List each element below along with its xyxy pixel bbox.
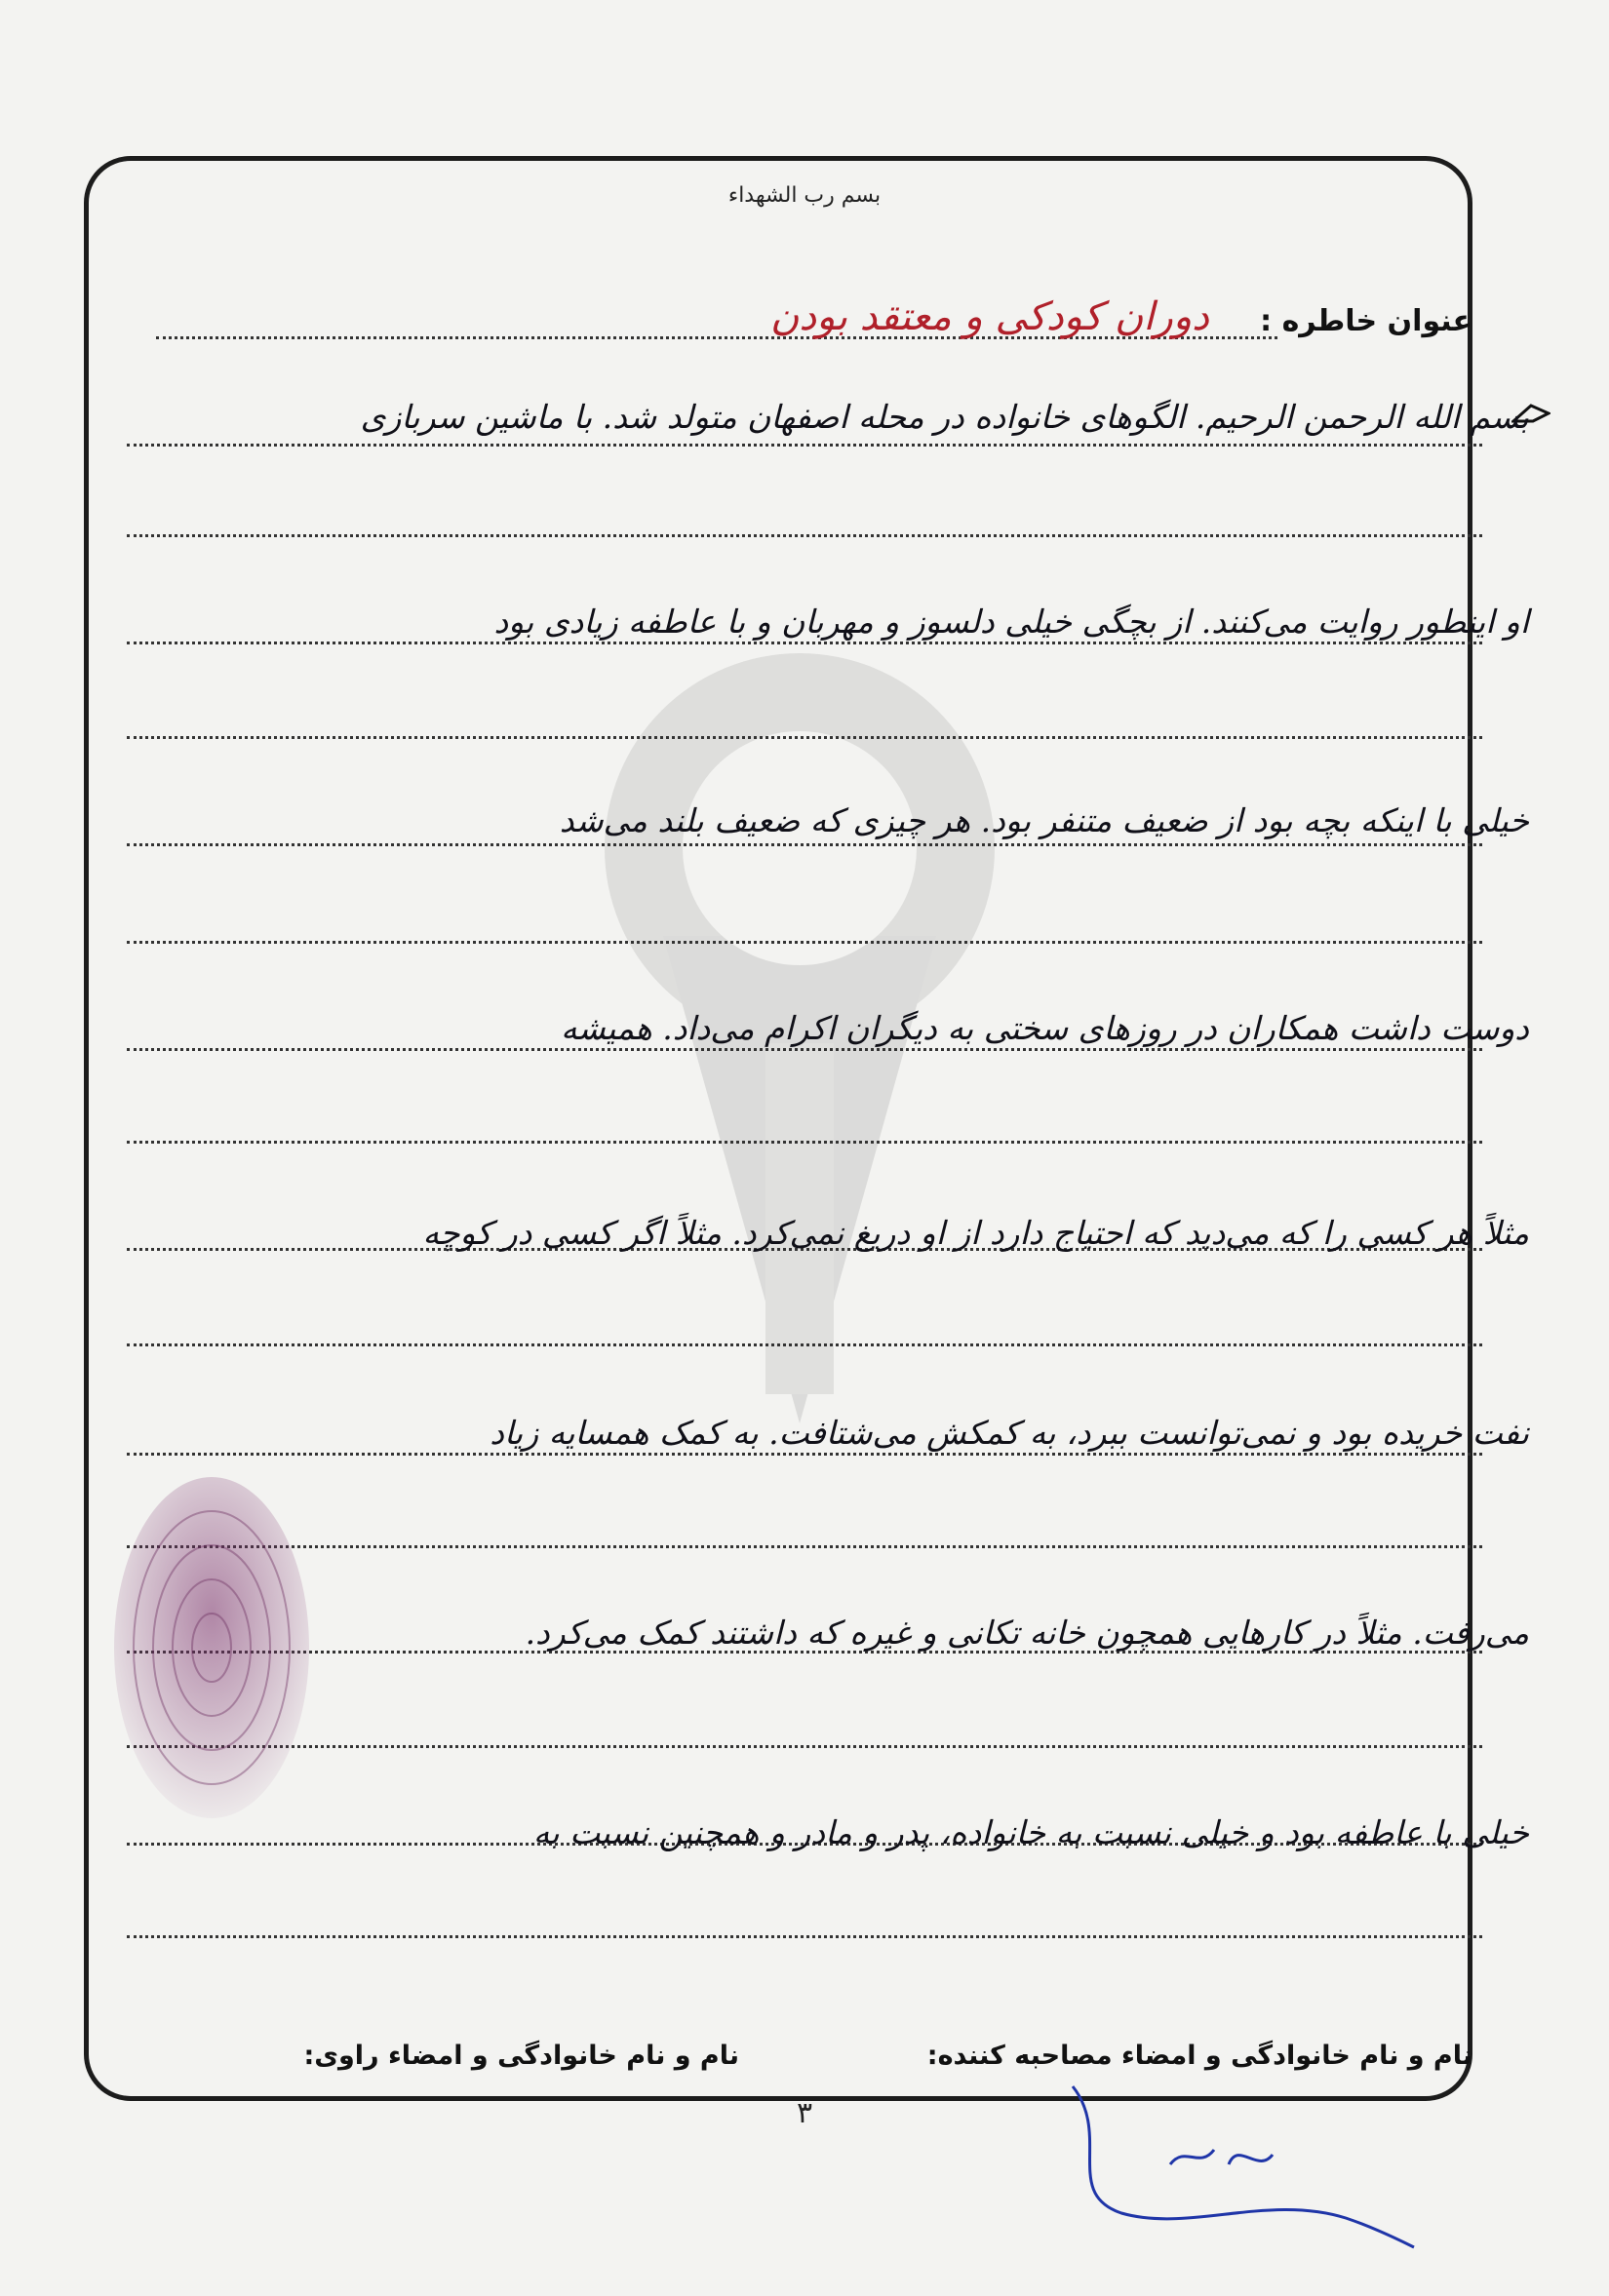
body-dotted-line xyxy=(127,1545,1482,1548)
handwritten-line: مثلاً هر کسی را که می‌دید که احتیاج دارد از او دریغ نمی‌کرد. مثلاً اگر کسی در کوچه xyxy=(422,1214,1529,1252)
body-dotted-line xyxy=(127,1935,1482,1938)
page-number: ۳ xyxy=(796,2096,813,2130)
body-dotted-line xyxy=(127,736,1482,739)
interviewer-signature-label: نام و نام خانوادگی و امضاء مصاحبه کننده: xyxy=(926,2041,1472,2071)
handwritten-line: او اینطور روایت می‌کنند. از بچگی خیلی دلسوز و مهربان و با عاطفه زیادی بود xyxy=(493,603,1529,641)
body-dotted-line xyxy=(127,1745,1482,1748)
body-dotted-line xyxy=(127,1343,1482,1346)
handwritten-line: می‌رفت. مثلاً در کارهایی همچون خانه تکانی و غیره که داشتند کمک می‌کرد. xyxy=(525,1614,1529,1652)
body-dotted-line xyxy=(127,444,1482,447)
body-dotted-line xyxy=(127,534,1482,537)
document-header: بسم رب الشهداء xyxy=(727,183,882,208)
narrator-signature-label: نام و نام خانوادگی و امضاء راوی: xyxy=(303,2041,739,2071)
fingerprint-stamp xyxy=(109,1472,314,1891)
memory-title-label: عنوان خاطره : xyxy=(1260,304,1472,338)
memory-title-value: دوران کودکی و معتقد بودن xyxy=(769,294,1209,339)
body-dotted-line xyxy=(127,843,1482,846)
body-dotted-line xyxy=(127,1141,1482,1144)
body-dotted-line xyxy=(127,1048,1482,1051)
handwritten-line: نفت خریده بود و نمی‌توانست ببرد، به کمکش می‌شتافت. به کمک همسایه زیاد xyxy=(490,1414,1529,1452)
handwritten-line: خیلی با اینکه بچه بود از ضعیف متنفر بود. هر چیزی که ضعیف بلند می‌شد xyxy=(559,801,1529,839)
body-dotted-line xyxy=(127,642,1482,644)
body-dotted-line xyxy=(127,941,1482,944)
handwritten-line: بسم الله الرحمن الرحیم. الگوهای خانواده در محله اصفهان متولد شد. با ماشین سربازی xyxy=(360,398,1529,436)
handwritten-line: خیلی با عاطفه بود و خیلی نسبت به خانواده، پدر و مادر و همچنین نسبت به xyxy=(532,1813,1529,1851)
interviewer-signature xyxy=(1053,2047,1424,2262)
body-dotted-line xyxy=(127,1453,1482,1456)
handwritten-line: دوست داشت همکاران در روزهای سختی به دیگران اکرام می‌داد. همیشه xyxy=(561,1009,1529,1047)
